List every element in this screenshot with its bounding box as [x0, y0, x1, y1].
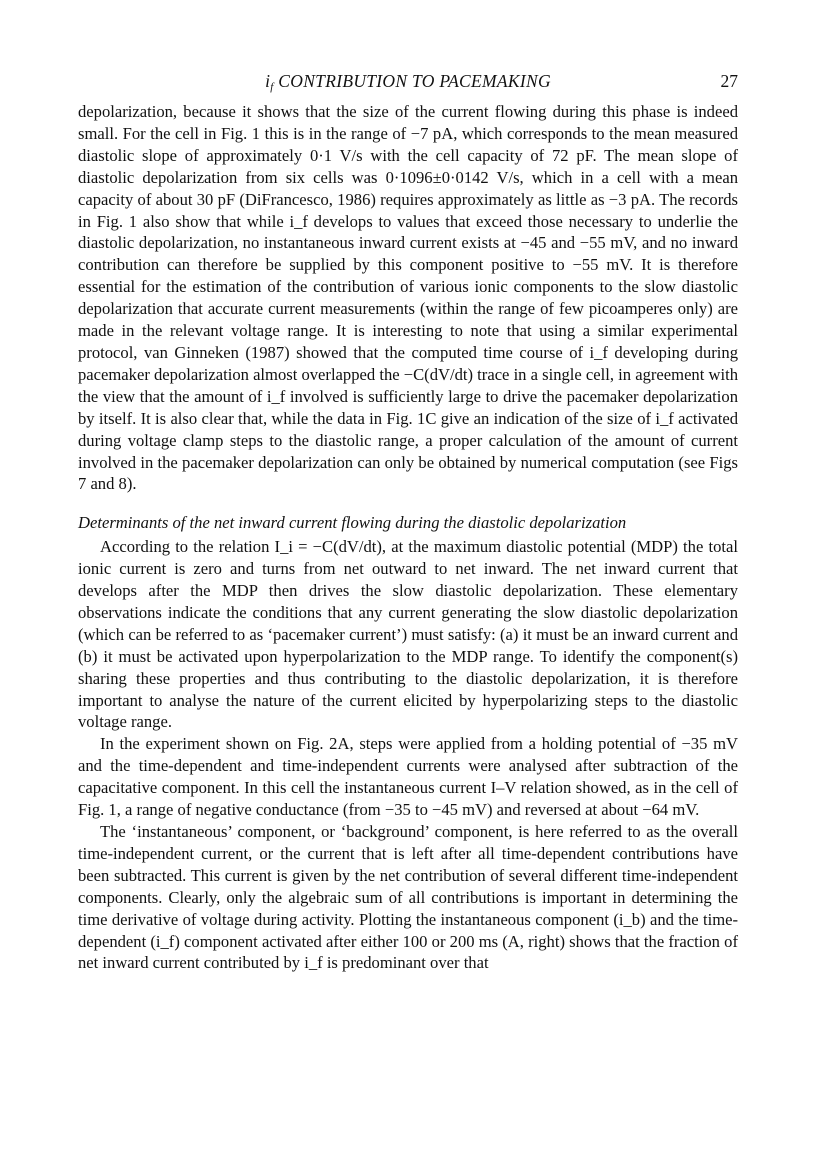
paragraph-instantaneous: The ‘instantaneous’ component, or ‘background’ component, is here referred to as the overall time-independent current, or the current that is left after all time-dependent contributions have been subtracted. This current is given by the net contribution of several different time-independent components. Clearly, only the algebraic sum of all contributions is important in determining the time derivative of voltage during activity. Plotting the instantaneous component (i_b) and the time-dependent (i_f) component activated after either 100 or 200 ms (A, right) shows that the fraction of net inward current contributed by i_f is predominant over that — [78, 822, 738, 973]
running-title-symbol: i — [265, 71, 271, 91]
paragraph-continuation: depolarization, because it shows that the size of the current flowing during this phase is indeed small. For the cell in Fig. 1 this is in the range of −7 pA, which corresponds to the mean measured diastolic slope of approximately 0·1 V/s with the cell capacity of 72 pF. The mean slope of diastolic depolarization from six cells was 0·1096±0·0142 V/s, which in a cell with a mean capacity of about 30 pF (DiFrancesco, 1986) requires approximately as little as −3 pA. The records in Fig. 1 also show that while i_f develops to values that exceed those necessary to underlie the diastolic depolarization, no instantaneous inward current exists at −45 and −55 mV, and no inward contribution can therefore be supplied by this component positive to −55 mV. It is therefore essential for the estimation of the contribution of various ionic components to the slow diastolic depolarization that accurate current measurements (within the range of few picoamperes only) are made in the relevant voltage range. It is interesting to note that using a similar experimental protocol, van Ginneken (1987) showed that the computed time course of i_f developing during pacemaker depolarization almost overlapped the −C(dV/dt) trace in a single cell, in agreement with the view that the amount of i_f involved is sufficiently large to drive the pacemaker depolarization by itself. It is also clear that, while the data in Fig. 1C give an indication of the size of i_f activated during voltage clamp steps to the diastolic range, a proper calculation of the amount of current involved in the pacemaker depolarization can only be obtained by numerical computation (see Figs 7 and 8). — [78, 102, 738, 494]
page-number: 27 — [720, 71, 738, 91]
running-title — [78, 70, 738, 98]
running-title-text: CONTRIBUTION TO PACEMAKING — [273, 71, 551, 91]
section-heading: Determinants of the net inward current flowing during the diastolic depolarization — [78, 513, 627, 533]
paragraph-relation: According to the relation I_i = −C(dV/dt), at the maximum diastolic potential (MDP) the total ionic current is zero and turns from net outward to net inward. The net inward current that develops after the MDP then drives the slow diastolic depolarization. These elementary observations indicate the conditions that any current generating the slow diastolic depolarization (which can be referred to as ‘pacemaker current’) must satisfy: (a) it must be an inward current and (b) it must be activated upon hyperpolarization to the MDP range. To identify the component(s) sharing these properties and thus contributing to the diastolic depolarization, it is therefore important to analyse the nature of the current elicited by hyperpolarizing steps to the diastolic voltage range. — [78, 537, 738, 732]
running-head — [78, 70, 738, 92]
running-title-subscript: f — [270, 81, 274, 93]
body-text — [78, 101, 738, 974]
paragraph-experiment: In the experiment shown on Fig. 2A, steps were applied from a holding potential of −35 mV and the time-dependent and time-independent currents were analysed after subtraction of the capacitative component. In this cell the instantaneous current I–V relation showed, as in the cell of Fig. 1, a range of negative conductance (from −35 to −45 mV) and reversed at about −64 mV. — [78, 734, 738, 820]
